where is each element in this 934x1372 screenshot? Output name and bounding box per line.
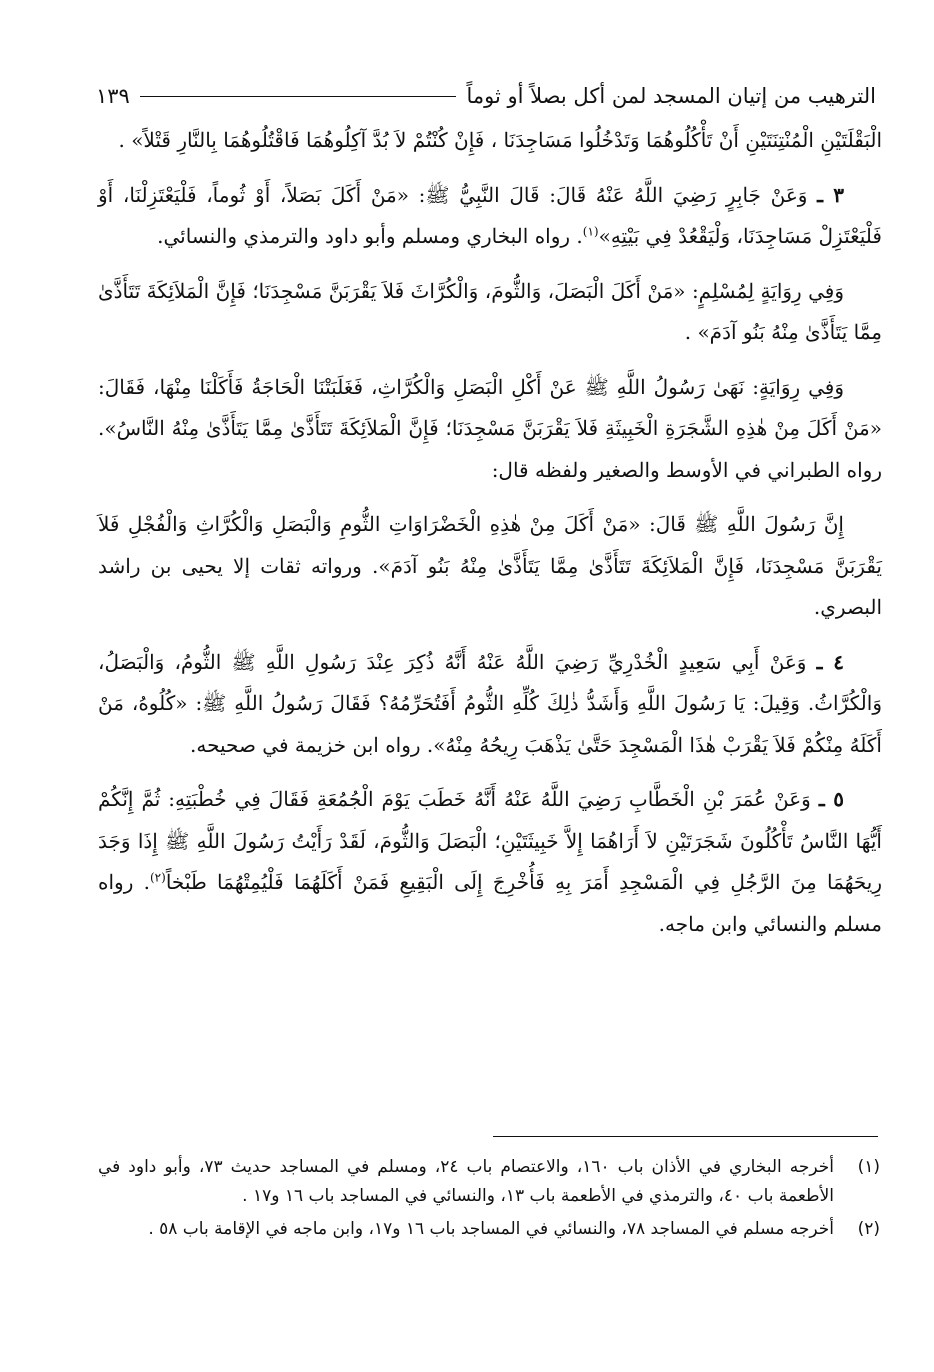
footnote-number: (٢): [857, 1219, 880, 1239]
hadith-5: [98, 779, 882, 945]
footnote-1: [98, 1153, 880, 1211]
paragraph-text: وَفِي رِوَايَةٍ: نَهَىٰ رَسُولُ اللَّهِ ﷺ عَنْ أَكْلِ الْبَصَلِ وَالْكُرَّاثِ، فَغَلَبَتْنَا الْحَاجَةُ فَأَكَلْنَا مِنْهَا، فَقَالَ: «مَنْ أَكَلَ مِنْ هٰذِهِ الشَّجَرَةِ الْخَبِيثَةِ فَلاَ يَقْرَبَنَّ مَسْجِدَنَا؛ فَإِنَّ الْمَلاَئِكَةَ تَتَأَذَّىٰ مِمَّا يَتَأَذَّىٰ مِنْهُ النَّاسُ». رواه الطبراني في الأوسط والصغير ولفظه قال:: [98, 374, 882, 482]
footnote-number: (١): [857, 1157, 880, 1177]
paragraph-text: وَفِي رِوَايَةٍ لِمُسْلِمٍ: «مَنْ أَكَلَ الْبَصَلَ، وَالثُّومَ، وَالْكُرَّاثَ فَلاَ يَقْرَبَنَّ مَسْجِدَنَا؛ فَإِنَّ الْمَلاَئِكَةَ تَتَأَذَّىٰ مِمَّا يَتَأَذَّىٰ مِنْهُ بَنُو آدَمَ» .: [98, 278, 882, 344]
paragraph-text: وَعَنْ عُمَرَ بْنِ الْخَطَّابِ رَضِيَ اللَّهُ عَنْهُ أَنَّهُ خَطَبَ يَوْمَ الْجُمُعَةِ فَقَالَ فِي خُطْبَتِهِ: ثُمَّ إِنَّكُمْ أَيُّهَا النَّاسُ تَأْكُلُونَ شَجَرَتَيْنِ لاَ أَرَاهُمَا إِلاَّ خَبِيثَتَيْنِ؛ الْبَصَلَ وَالثُّومَ، لَقَدْ رَأَيْتُ رَسُولَ اللَّهِ ﷺ إِذَا وَجَدَ رِيحَهُمَا مِنَ الرَّجُلِ فِي الْمَسْجِدِ أَمَرَ بِهِ فَأُخْرِجَ إِلَى الْبَقِيعِ فَمَنْ أَكَلَهُمَا فَلْيُمِتْهُمَا طَبْخاً: [98, 787, 882, 894]
page-number: ١٣٩: [96, 84, 130, 108]
hadith-number: ٥ ـ: [818, 787, 844, 811]
footnote-separator: [493, 1136, 878, 1137]
main-text: [98, 120, 882, 958]
narration-muslim: [98, 271, 882, 354]
footnote-reference[interactable]: (٢): [149, 870, 166, 885]
paragraph-text: الْبَقْلَتَيْنِ الْمُنْتِنَتَيْنِ أَنْ تَأْكُلُوهُمَا وَتَدْخُلُوا مَسَاجِدَنَا ، فَإِنْ كُنْتُمْ لاَ بُدَّ آكِلُوهُمَا فَاقْتُلُوهُمَا بِالنَّارِ قَتْلاً» .: [118, 128, 882, 152]
hadith-4: [98, 642, 882, 767]
hadith-number: ٤ ـ: [816, 649, 844, 674]
running-header: [96, 76, 876, 116]
footnote-2: [98, 1215, 880, 1244]
paragraph-text-after: . رواه البخاري ومسلم وأبو داود والترمذي والنسائي.: [157, 224, 583, 248]
header-rule: [140, 96, 457, 97]
hadith-number: ٣ ـ: [817, 182, 845, 207]
paragraph-text: إِنَّ رَسُولَ اللَّهِ ﷺ قَالَ: «مَنْ أَكَلَ مِنْ هٰذِهِ الْخَضْرَاوَاتِ الثُّومِ وَالْبَصَلِ وَالْكُرَّاثِ وَالْفُجْلِ فَلاَ يَقْرَبَنَّ مَسْجِدَنَا، فَإِنَّ الْمَلاَئِكَةَ تَتَأَذَّىٰ مِمَّا يَتَأَذَّىٰ مِنْهُ بَنُو آدَمَ». ورواته ثقات إلا يحيى بن راشد البصري.: [98, 512, 882, 619]
narration-variant: [98, 367, 882, 492]
footnote-reference[interactable]: (١): [582, 224, 599, 239]
paragraph-text-after: . رواه مسلم والنسائي وابن ماجه.: [98, 870, 882, 936]
footnote-text: أخرجه مسلم في المساجد ٧٨، والنسائي في المساجد باب ١٦ و١٧، وابن ماجه في الإقامة باب ٥٨ .: [148, 1219, 834, 1239]
footnote-text: أخرجه البخاري في الأذان باب ١٦٠، والاعتصام باب ٢٤، ومسلم في المساجد حديث ٧٣، وأبو داود في الأطعمة باب ٤٠، والترمذي في الأطعمة باب ١٣، والنسائي في المساجد باب ١٦ و١٧ .: [98, 1157, 834, 1206]
narration-tabarani: [98, 504, 882, 629]
paragraph-text: وَعَنْ جَابِرٍ رَضِيَ اللَّهُ عَنْهُ قَالَ: قَالَ النَّبِيُّ ﷺ: «مَنْ أَكَلَ بَصَلاً، أَوْ ثُوماً، فَلْيَعْتَزِلْنَا، أَوْ فَلْيَعْتَزِلْ مَسَاجِدَنَا، وَلْيَقْعُدْ فِي بَيْتِهِ»: [98, 182, 882, 248]
paragraph-text: وَعَنْ أَبِي سَعِيدٍ الْخُدْرِيِّ رَضِيَ اللَّهُ عَنْهُ أَنَّهُ ذُكِرَ عِنْدَ رَسُولِ اللَّهِ ﷺ الثُّومُ، وَالْبَصَلُ، وَالْكُرَّاثُ. وَقِيلَ: يَا رَسُولَ اللَّهِ وَأَشَدُّ ذٰلِكَ كُلِّهِ الثُّومُ أَفَتُحَرِّمُهُ؟ فَقَالَ رَسُولُ اللَّهِ ﷺ: «كُلُوهُ، مَنْ أَكَلَهُ مِنْكُمْ فَلاَ يَقْرَبْ هٰذَا الْمَسْجِدَ حَتَّىٰ يَذْهَبَ رِيحُهُ مِنْهُ». رواه ابن خزيمة في صحيحه.: [98, 649, 882, 757]
running-title: الترهيب من إتيان المسجد لمن أكل بصلاً أو ثوماً: [466, 84, 876, 108]
footnotes: [98, 1153, 880, 1248]
paragraph-continuation: [98, 120, 882, 162]
hadith-3: [98, 175, 882, 258]
